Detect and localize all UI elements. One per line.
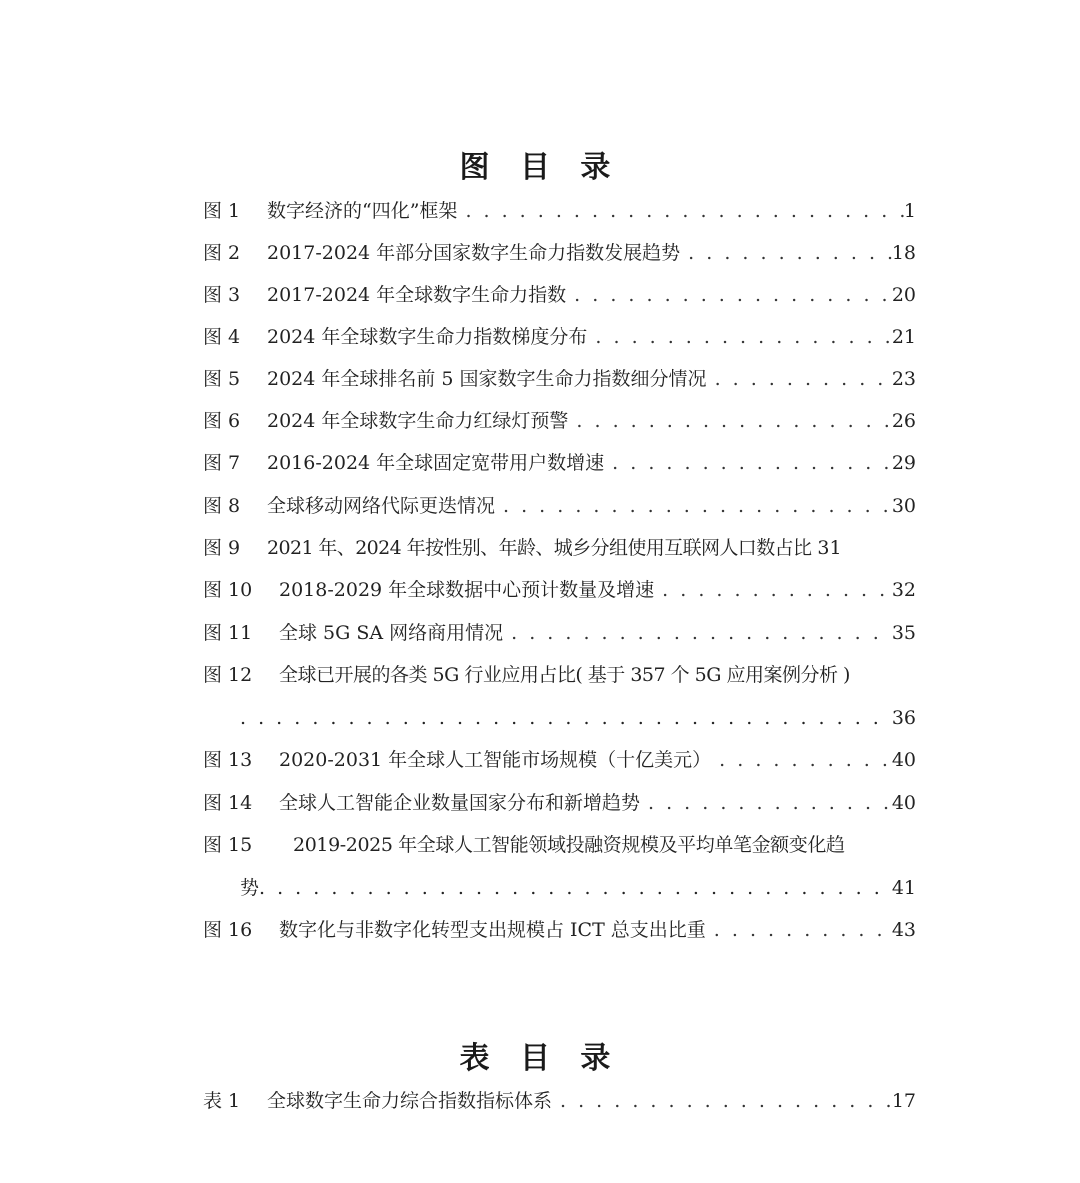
entry-title-continuation: 势	[240, 877, 260, 899]
entry-number: 图 13	[203, 749, 253, 771]
leader-dots	[566, 280, 892, 310]
entry-title: 2017-2024 年全球数字生命力指数	[267, 284, 567, 306]
entry-number: 图 1	[203, 200, 241, 222]
entry-page: 30	[891, 495, 916, 517]
toc-entry-fig-1[interactable]	[203, 196, 916, 226]
leader-dots	[680, 238, 892, 268]
entry-page: 21	[891, 326, 916, 348]
leader-dots	[654, 575, 892, 605]
leader-dots	[495, 491, 892, 521]
toc-entry-fig-12-continuation[interactable]	[240, 703, 916, 733]
toc-entry-fig-9[interactable]	[203, 533, 916, 563]
entry-title: 2024 年全球排名前 5 国家数字生命力指数细分情况	[267, 368, 707, 390]
entry-page: 26	[891, 410, 916, 432]
entry-title: 全球 5G SA 网络商用情况	[279, 622, 504, 644]
entry-page: 20	[891, 284, 916, 306]
entry-page: 35	[891, 622, 916, 644]
leader-dots	[706, 915, 892, 945]
entry-number: 图 11	[203, 622, 253, 644]
entry-number: 图 10	[203, 579, 253, 601]
toc-entry-fig-7[interactable]	[203, 448, 916, 478]
entry-number: 图 8	[203, 495, 241, 517]
entry-number: 图 5	[203, 368, 241, 390]
leader-dots	[707, 364, 892, 394]
toc-entry-fig-6[interactable]	[203, 406, 916, 436]
entry-number: 图 4	[203, 326, 241, 348]
leader-dots	[503, 618, 892, 648]
entry-page: 36	[891, 707, 916, 729]
leader-dots	[568, 406, 891, 436]
entry-page: 43	[891, 919, 916, 941]
toc-entry-fig-4[interactable]	[203, 322, 916, 352]
entry-page: 32	[891, 579, 916, 601]
entry-title: 2020-2031 年全球人工智能市场规模（十亿美元）	[279, 749, 712, 771]
leader-dots	[640, 788, 892, 818]
entry-page: 29	[891, 452, 916, 474]
leader-dots	[457, 196, 903, 226]
entry-title: 2016-2024 年全球固定宽带用户数增速	[267, 452, 605, 474]
toc-entry-table-1[interactable]	[203, 1086, 916, 1116]
entry-title: 数字化与非数字化转型支出规模占 ICT 总支出比重	[279, 919, 706, 941]
leader-dots	[711, 745, 892, 775]
entry-page: 41	[891, 877, 916, 899]
toc-entry-fig-3[interactable]	[203, 280, 916, 310]
toc-entry-fig-5[interactable]	[203, 364, 916, 394]
entry-page: 40	[891, 792, 916, 814]
entry-title: 2024 年全球数字生命力红绿灯预警	[267, 410, 569, 432]
entry-page: 40	[891, 749, 916, 771]
leader-dots	[587, 322, 891, 352]
entry-title: 2021 年、2024 年按性别、年龄、城乡分组使用互联网人口数占比	[267, 537, 812, 559]
entry-number: 图 9	[203, 537, 241, 559]
toc-entry-fig-13[interactable]	[203, 745, 916, 775]
entry-title: 全球已开展的各类 5G 行业应用占比( 基于 357 个 5G 应用案例分析 )	[279, 664, 850, 686]
table-list-heading: 表 目 录	[459, 1041, 621, 1076]
entry-title: 全球数字生命力综合指数指标体系	[267, 1090, 553, 1112]
entry-number: 图 12	[203, 664, 253, 686]
toc-entry-fig-10[interactable]	[203, 575, 916, 605]
toc-entry-fig-14[interactable]	[203, 788, 916, 818]
entry-title: 全球人工智能企业数量国家分布和新增趋势	[279, 792, 641, 814]
entry-number: 图 2	[203, 242, 241, 264]
entry-number: 图 7	[203, 452, 241, 474]
toc-entry-fig-12[interactable]	[203, 660, 916, 690]
entry-number: 图 15	[203, 834, 253, 856]
toc-entry-fig-8[interactable]	[203, 491, 916, 521]
entry-number: 图 3	[203, 284, 241, 306]
entry-page: 18	[891, 242, 916, 264]
entry-title: 2017-2024 年部分国家数字生命力指数发展趋势	[267, 242, 681, 264]
entry-page: 17	[891, 1090, 916, 1112]
leader-dots	[259, 873, 892, 903]
entry-title: 2019-2025 年全球人工智能领域投融资规模及平均单笔金额变化趋	[293, 834, 845, 856]
toc-entry-fig-11[interactable]	[203, 618, 916, 648]
entry-number: 图 14	[203, 792, 253, 814]
entry-title: 2024 年全球数字生命力指数梯度分布	[267, 326, 588, 348]
figure-list-heading: 图 目 录	[459, 150, 621, 185]
leader-dots	[240, 703, 892, 733]
leader-dots	[552, 1086, 892, 1116]
toc-entry-fig-15-continuation[interactable]	[240, 873, 916, 903]
entry-number: 表 1	[203, 1090, 241, 1112]
entry-page: 23	[891, 368, 916, 390]
entry-page: 31	[817, 537, 842, 559]
toc-entry-fig-16[interactable]	[203, 915, 916, 945]
entry-number: 图 6	[203, 410, 241, 432]
entry-title: 全球移动网络代际更迭情况	[267, 495, 496, 517]
entry-page: 1	[903, 200, 916, 222]
entry-number: 图 16	[203, 919, 253, 941]
toc-entry-fig-2[interactable]	[203, 238, 916, 268]
toc-entry-fig-15[interactable]	[203, 830, 916, 860]
entry-title: 数字经济的“四化”框架	[267, 200, 458, 222]
entry-title: 2018-2029 年全球数据中心预计数量及增速	[279, 579, 655, 601]
leader-dots	[604, 448, 892, 478]
